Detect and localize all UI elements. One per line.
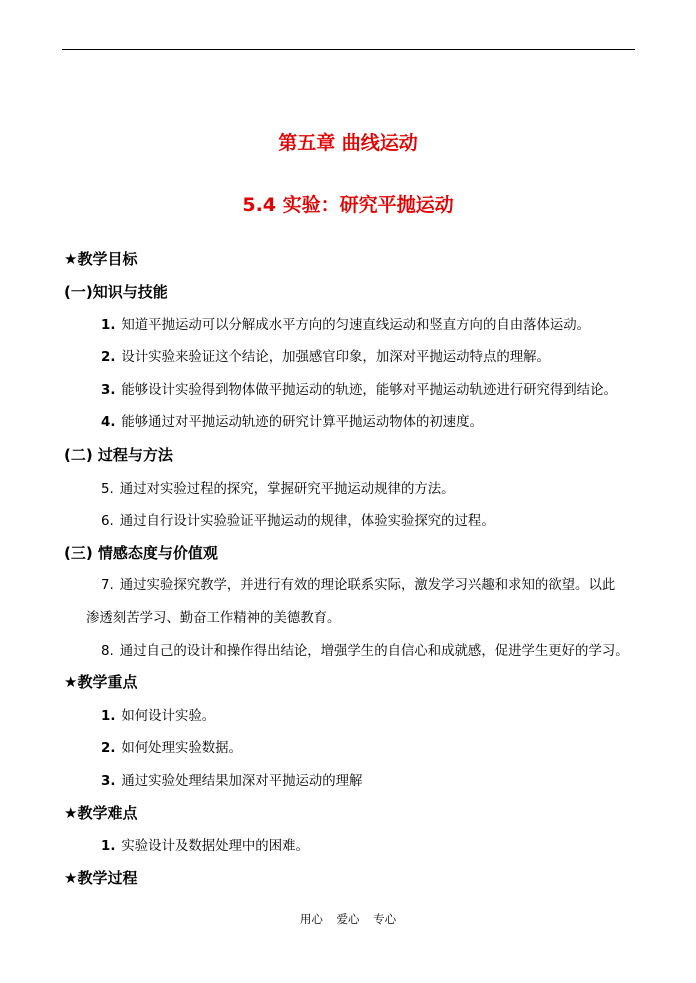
item-text: 如何处理实验数据。 (121, 741, 242, 756)
list-item (101, 705, 215, 724)
chapter-title: 第五章 曲线运动 (278, 132, 418, 154)
item-text: 知道平抛运动可以分解成水平方向的匀速直线运动和竖直方向的自由落体运动。 (121, 318, 591, 333)
section-title: 5.4 实验：研究平抛运动 (242, 194, 454, 216)
item-number: 4. (101, 415, 116, 430)
item-number: 3. (101, 774, 116, 789)
list-item (101, 640, 629, 659)
header-rule (62, 49, 635, 50)
list-item (101, 737, 242, 756)
item-number: 1. (101, 839, 116, 854)
item-number: 7. (101, 578, 114, 593)
item-text: 通过自己的设计和操作得出结论，增强学生的自信心和成就感，促进学生更好的学习。 (119, 644, 629, 659)
item-number: 1. (101, 318, 116, 333)
item-number: 5. (101, 482, 114, 497)
key-points-heading: ★教学重点 (64, 673, 138, 691)
item-text: 设计实验来验证这个结论，加强感官印象，加深对平抛运动特点的理解。 (121, 350, 550, 365)
item-text: 通过自行设计实验验证平抛运动的规律，体验实验探究的过程。 (119, 514, 495, 529)
list-item (101, 574, 615, 593)
list-item (101, 379, 617, 398)
list-item (101, 835, 309, 854)
list-item (101, 478, 455, 497)
list-item (101, 770, 362, 789)
item-text: 如何设计实验。 (121, 709, 216, 724)
goals-heading: ★教学目标 (64, 250, 138, 268)
list-item (101, 314, 590, 333)
page-footer: 用心 爱心 专心 (299, 912, 397, 926)
item-text: 能够通过对平抛运动轨迹的研究计算平抛运动物体的初速度。 (121, 415, 483, 430)
difficulties-heading: ★教学难点 (64, 804, 138, 822)
list-item (101, 411, 483, 430)
item-number: 2. (101, 350, 116, 365)
process-heading: (二) 过程与方法 (64, 446, 173, 464)
item-text-continuation: 渗透刻苦学习、勤奋工作精神的美德教育。 (86, 611, 341, 626)
emotion-heading: (三) 情感态度与价值观 (64, 544, 218, 562)
list-item (101, 510, 495, 529)
item-text: 通过实验处理结果加深对平抛运动的理解 (121, 774, 363, 789)
knowledge-heading: (一)知识与技能 (64, 283, 168, 301)
item-number: 8. (101, 644, 114, 659)
item-text: 通过实验探究教学，并进行有效的理论联系实际，激发学习兴趣和求知的欲望。以此 (119, 578, 616, 593)
item-number: 1. (101, 709, 116, 724)
item-text: 通过对实验过程的探究，掌握研究平抛运动规律的方法。 (119, 482, 455, 497)
procedure-heading: ★教学过程 (64, 869, 138, 887)
item-text: 能够设计实验得到物体做平抛运动的轨迹，能够对平抛运动轨迹进行研究得到结论。 (121, 383, 617, 398)
item-number: 2. (101, 741, 116, 756)
item-number: 6. (101, 514, 114, 529)
item-number: 3. (101, 383, 116, 398)
list-item (101, 346, 550, 365)
item-text: 实验设计及数据处理中的困难。 (121, 839, 309, 854)
